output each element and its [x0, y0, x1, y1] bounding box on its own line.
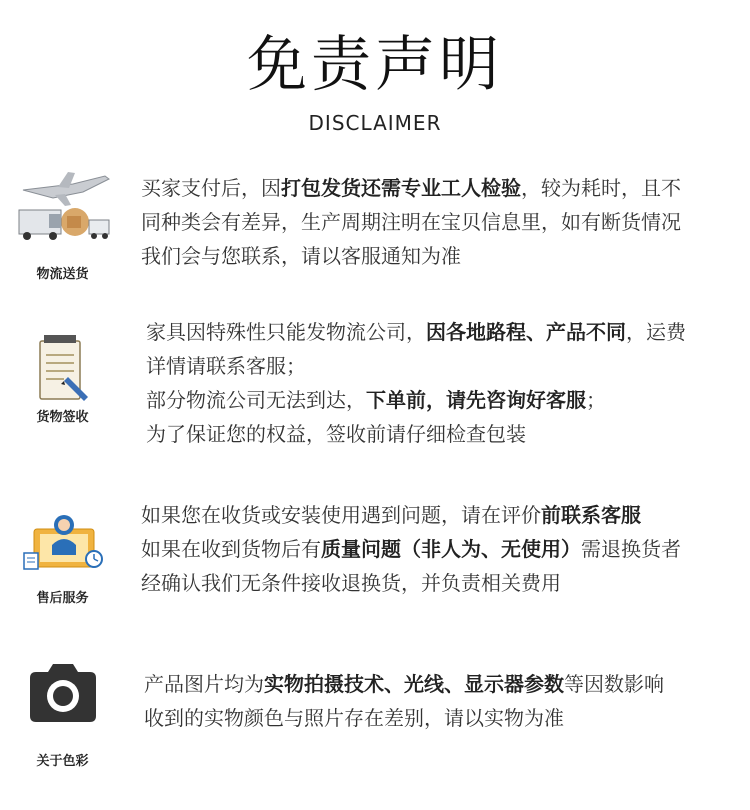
customer-service-icon [0, 509, 125, 579]
body-text: 家具因特殊性只能发物流公司， [146, 320, 426, 344]
body-text: 经确认我们无条件接收退换货，并负责相关费用 [141, 571, 561, 595]
text-line [144, 667, 664, 701]
body-text: 等因数影响 [564, 672, 664, 696]
text-line [146, 315, 686, 349]
clipboard-pen-icon [0, 333, 125, 408]
text-line [141, 566, 681, 600]
body-text: 如果您在收货或安装使用遇到问题，请在评价 [141, 503, 541, 527]
section-color [0, 660, 750, 780]
section-label: 售后服务 [36, 591, 89, 606]
body-text: ，运费 [626, 320, 686, 344]
section-after-sales [0, 497, 750, 617]
page-subtitle: DISCLAIMER [308, 111, 442, 135]
emphasis-text: 因各地路程、产品不同 [426, 320, 626, 344]
text-line [141, 205, 681, 239]
body-text: 如果在收到货物后有 [141, 537, 321, 561]
body-text: 产品图片均为 [144, 672, 264, 696]
section-text [144, 667, 664, 735]
text-line [141, 532, 681, 566]
body-text: ，较为耗时，且不 [521, 176, 681, 200]
section-receipt [0, 315, 750, 445]
emphasis-text: 质量问题（非人为、无使用） [321, 537, 581, 561]
body-text: 部分物流公司无法到达， [146, 388, 366, 412]
section-text [141, 498, 681, 600]
body-text: 同种类会有差异，生产周期注明在宝贝信息里，如有断货情况 [141, 210, 681, 234]
emphasis-text: 打包发货还需专业工人检验 [281, 176, 521, 200]
body-text: 买家支付后，因 [141, 176, 281, 200]
section-text [146, 315, 686, 451]
body-text: 我们会与您联系，请以客服通知为准 [141, 244, 461, 268]
text-line [141, 171, 681, 205]
page-title: 免责声明 [247, 30, 503, 100]
section-label: 物流送货 [36, 267, 89, 282]
section-label: 关于色彩 [36, 754, 89, 769]
emphasis-text: 前联系客服 [541, 503, 641, 527]
body-text: ； [586, 388, 606, 412]
section-text [141, 171, 681, 273]
body-text: 为了保证您的权益，签收前请仔细检查包装 [146, 422, 526, 446]
text-line [141, 239, 681, 273]
camera-icon [0, 660, 125, 730]
text-line [144, 701, 664, 735]
text-line [146, 349, 686, 383]
emphasis-text: 实物拍摄技术、光线、显示器参数 [264, 672, 564, 696]
body-text: 收到的实物颜色与照片存在差别，请以实物为准 [144, 706, 564, 730]
truck-plane-icon [0, 170, 125, 250]
body-text: 详情请联系客服； [146, 354, 306, 378]
text-line [146, 417, 686, 451]
section-logistics [0, 165, 750, 285]
text-line [146, 383, 686, 417]
text-line [141, 498, 681, 532]
body-text: 需退换货者 [581, 537, 681, 561]
emphasis-text: 下单前，请先咨询好客服 [366, 388, 586, 412]
section-label: 货物签收 [36, 410, 89, 425]
